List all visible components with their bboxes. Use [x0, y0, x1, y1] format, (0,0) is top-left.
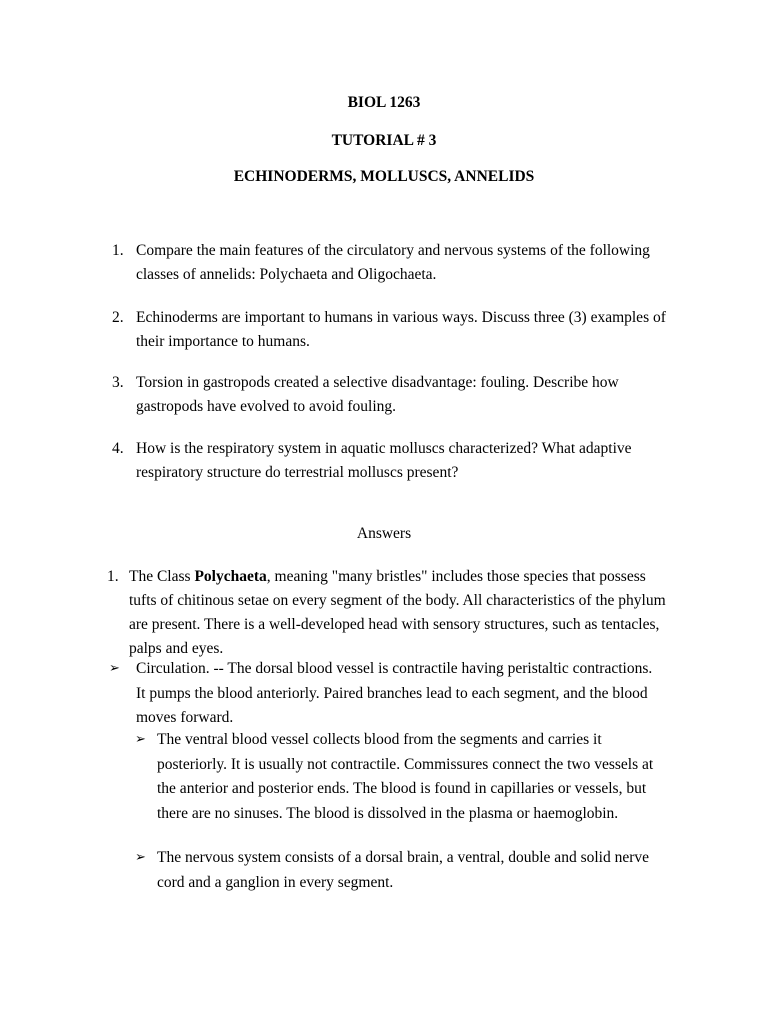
bullet-item [135, 846, 680, 895]
course-code: BIOL 1263 [347, 94, 421, 111]
arrow-bullet-icon: ➢ [135, 850, 146, 865]
question-item [112, 371, 672, 419]
question-number: 3. [112, 374, 124, 391]
bullet-item [135, 728, 675, 826]
question-text: Compare the main features of the circulatory and nervous systems of the following classes of annelids: Polychaeta and Oligochaeta. [136, 242, 650, 283]
question-text: Torsion in gastropods created a selective disadvantage: fouling. Describe how gastropods have evolved to avoid fouling. [136, 374, 619, 415]
answer-text [129, 565, 667, 661]
answer-prefix: The Class [129, 568, 195, 585]
tutorial-title: TUTORIAL # 3 [331, 132, 437, 149]
question-text: How is the respiratory system in aquatic molluscs characterized? What adaptive respiratory structure do terrestrial molluscs present? [136, 440, 632, 481]
arrow-bullet-icon: ➢ [135, 732, 146, 747]
question-number: 2. [112, 309, 124, 326]
bullet-text: The nervous system consists of a dorsal brain, a ventral, double and solid nerve cord and a ganglion in every segment. [157, 849, 650, 891]
question-text: Echinoderms are important to humans in various ways. Discuss three (3) examples of their importance to humans. [136, 309, 666, 350]
bullet-text: The ventral blood vessel collects blood from the segments and carries it posteriorly. It is usually not contractile. Commissures connect the two vessels at the anterior and posterior ends. The blood is found in capillaries or vessels, but there are no sinuses. The blood is dissolved in the plasma or haemoglobin. [157, 731, 654, 822]
question-item [112, 306, 672, 354]
topics-title: ECHINODERMS, MOLLUSCS, ANNELIDS [233, 168, 535, 185]
answer-item [107, 565, 667, 661]
bullet-item [109, 657, 661, 731]
answers-heading: Answers [356, 525, 412, 542]
arrow-bullet-icon: ➢ [109, 661, 120, 676]
answer-bold-term: Polychaeta [194, 568, 267, 585]
answer-body: , meaning "many bristles" includes those species that possess tufts of chitinous setae on every segment of the body. All characteristics of the phylum are present. There is a well-developed head with sensory structures, such as tentacles, palps and eyes. [129, 568, 666, 657]
question-item [112, 437, 672, 485]
bullet-text: Circulation. -- The dorsal blood vessel is contractile having peristaltic contractions. It pumps the blood anteriorly. Paired branches lead to each segment, and the blood moves forward. [136, 660, 653, 726]
question-number: 1. [112, 242, 124, 259]
question-item [112, 239, 672, 287]
question-number: 4. [112, 440, 124, 457]
answer-number: 1. [107, 568, 119, 585]
